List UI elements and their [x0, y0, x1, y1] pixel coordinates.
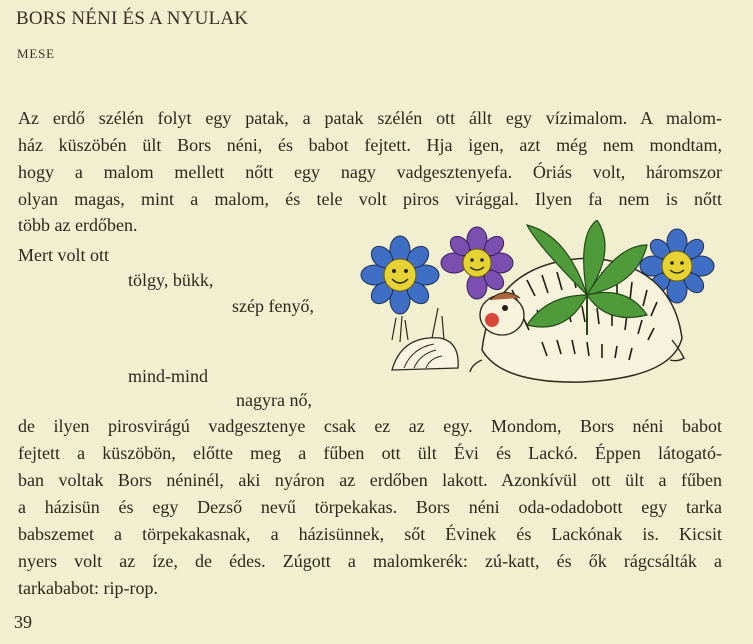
text-line: de ilyen pirosvirágú vadgesztenye csak ez az egy. Mondom, Bors néni babot: [18, 416, 722, 436]
text-line: több az erdőben.: [18, 215, 138, 235]
page-number: 39: [14, 612, 32, 632]
poem-line: szép fenyő,: [232, 296, 314, 316]
text-line: tarkababot: rip-rop.: [18, 578, 158, 598]
poem-line: mind-mind: [128, 366, 208, 386]
shell-icon: [392, 338, 458, 370]
text-line: nyers volt az íze, de édes. Zúgott a malomkerék: zú-katt, és ők rágcsálták a: [18, 551, 722, 571]
poem-line: tölgy, bükk,: [128, 270, 214, 290]
text-line: ház küszöbén ült Bors néni, és babot fejtett. Hja igen, azt még nem mondtam,: [18, 135, 722, 155]
smiling-flower-icon: [441, 227, 513, 299]
story-subtitle: MESE: [17, 46, 55, 61]
text-line: Az erdő szélén folyt egy patak, a patak szélén ott állt egy vízimalom. A malom-: [18, 108, 722, 128]
text-line: ban voltak Bors néninél, aki nyáron az erdőben lakott. Azonkívül ott ült a fűben: [18, 470, 722, 490]
text-line: hogy a malom mellett nőtt egy nagy vadgesztenyefa. Óriás volt, háromszor: [18, 162, 722, 182]
smiling-flower-icon: [361, 236, 439, 314]
text-line: a házisün és egy Dezső nevű törpekakas. Bors néni oda-odadobott egy tarka: [18, 497, 722, 517]
hedgehog-illustration: [352, 220, 722, 400]
text-line: babszemet a törpekakasnak, a házisünnek, sőt Évinek és Lackónak is. Kicsit: [18, 524, 722, 544]
text-line: fejtett a küszöbön, előtte meg a fűben ott ült Évi és Lackó. Éppen látogató-: [18, 443, 722, 463]
text-line: olyan magas, mint a malom, és tele volt piros virággal. Ilyen fa nem is nőtt: [18, 189, 722, 209]
poem-line: Mert volt ott: [18, 245, 109, 265]
story-title: BORS NÉNI ÉS A NYULAK: [16, 8, 249, 29]
poem-line: nagyra nő,: [236, 390, 312, 410]
